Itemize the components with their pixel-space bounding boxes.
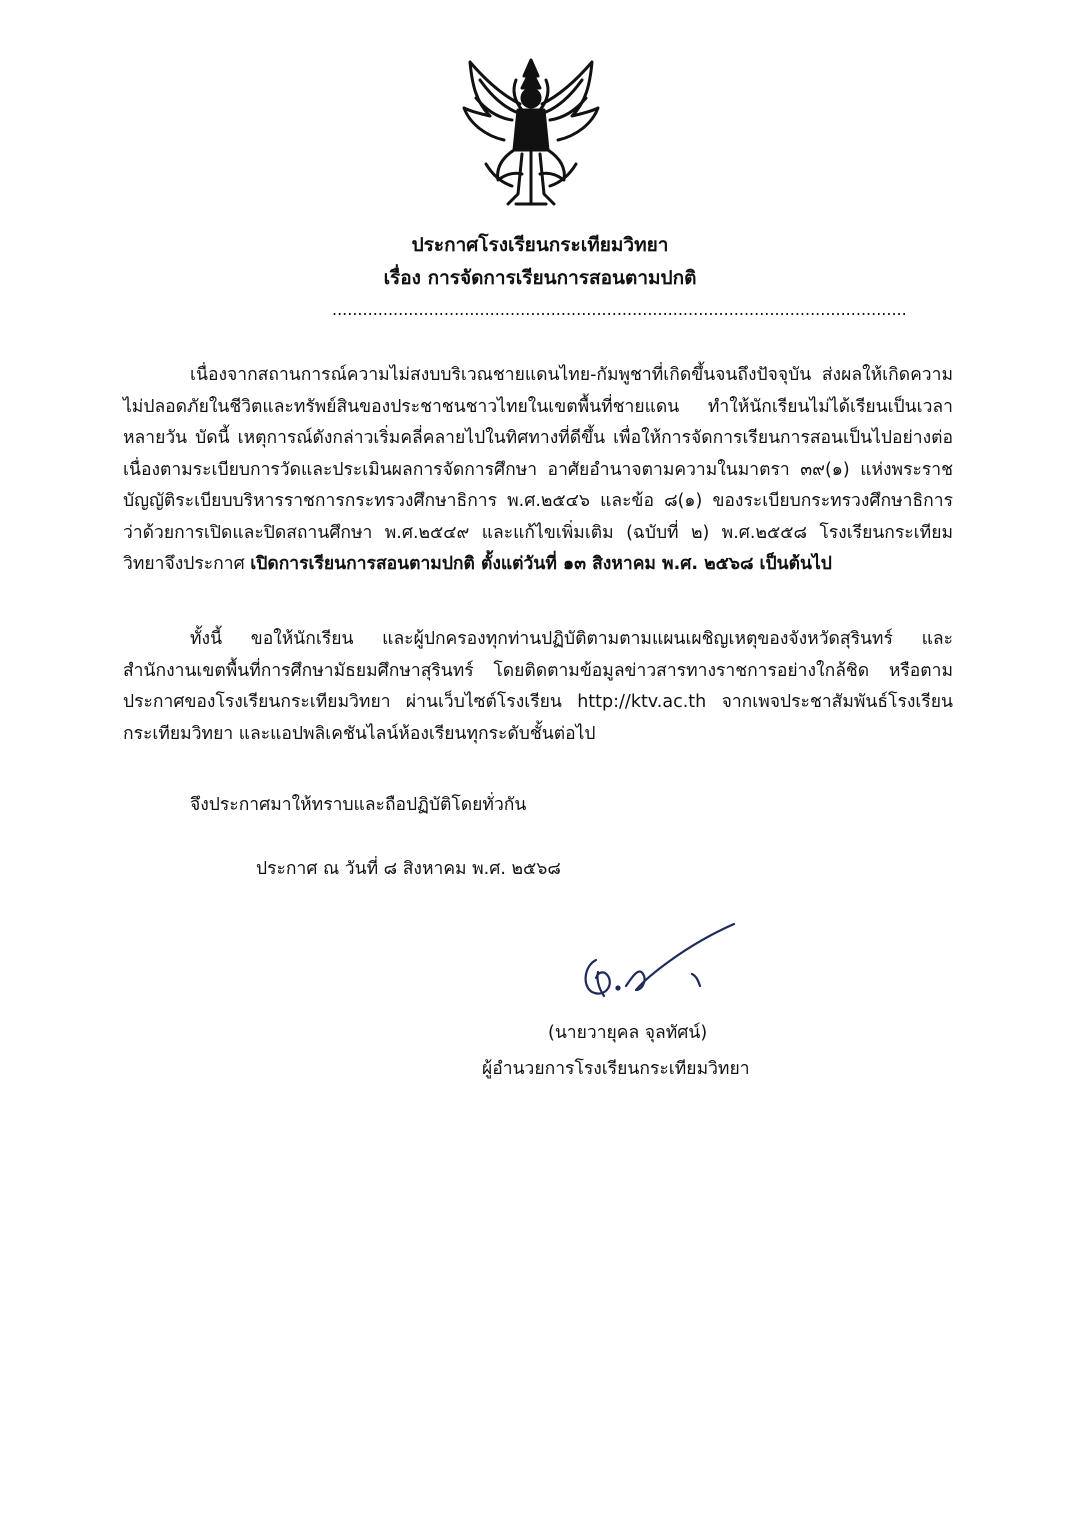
paragraph-1 — [123, 360, 953, 581]
garuda-emblem-icon — [456, 54, 606, 214]
date-line: ประกาศ ณ วันที่ ๘ สิงหาคม พ.ศ. ๒๕๖๘ — [256, 859, 561, 879]
title-divider: ................................................................................................................. — [332, 300, 907, 319]
signatory-name: (นายวายุคล จุลทัศน์) — [548, 1023, 708, 1043]
announcement-title: ประกาศโรงเรียนกระเทียมวิทยา — [411, 234, 669, 256]
closing-statement: จึงประกาศมาให้ทราบและถือปฏิบัติโดยทั่วกัน — [190, 795, 527, 815]
paragraph-1-bold: เปิดการเรียนการสอนตามปกติ ตั้งแต่วันที่ ๑๓ สิงหาคม พ.ศ. ๒๕๖๘ เป็นต้นไป — [250, 554, 832, 574]
announcement-subject: เรื่อง การจัดการเรียนการสอนตามปกติ — [383, 267, 697, 289]
signatory-position: ผู้อำนวยการโรงเรียนกระเทียมวิทยา — [482, 1059, 750, 1079]
paragraph-2: ทั้งนี้ ขอให้นักเรียน และผู้ปกครองทุกท่านปฏิบัติตามตามแผนเผชิญเหตุของจังหวัดสุรินทร์ และสำนักงานเขตพื้นที่การศึกษามัธยมศึกษาสุรินทร์ โดยติดตามข้อมูลข่าวสารทางราชการอย่างใกล้ชิด หรือตามประกาศของโรงเรียนกระเทียมวิทยา ผ่านเว็บไซต์โรงเรียน http://ktv.ac.th จากเพจประชาสัมพันธ์โรงเรียนกระเทียมวิทยา และแอปพลิเคชันไลน์ห้องเรียนทุกระดับชั้นต่อไป — [123, 629, 953, 744]
handwritten-signature-icon — [574, 916, 744, 1006]
paragraph-1-text: เนื่องจากสถานการณ์ความไม่สงบบริเวณชายแดนไทย-กัมพูชาที่เกิดขึ้นจนถึงปัจจุบัน ส่งผลให้เกิดความไม่ปลอดภัยในชีวิตและทรัพย์สินของประชาชนชาวไทยในเขตพื้นที่ชายแดน ทำให้นักเรียนไม่ได้เรียนเป็นเวลาหลายวัน บัดนี้ เหตุการณ์ดังกล่าวเริ่มคลี่คลายไปในทิศทางที่ดีขึ้น เพื่อให้การจัดการเรียนการสอนเป็นไปอย่างต่อเนื่องตามระเบียบการวัดและประเมินผลการจัดการศึกษา อาศัยอำนาจตามความในมาตรา ๓๙(๑) แห่งพระราชบัญญัติระเบียบบริหารราชการกระทรวงศึกษาธิการ พ.ศ.๒๕๔๖ และข้อ ๘(๑) ของระเบียบกระทรวงศึกษาธิการว่าด้วยการเปิดและปิดสถานศึกษา พ.ศ.๒๕๔๙ และแก้ไขเพิ่มเติม (ฉบับที่ ๒) พ.ศ.๒๕๕๘ โรงเรียนกระเทียมวิทยาจึงประกาศ — [123, 365, 953, 574]
